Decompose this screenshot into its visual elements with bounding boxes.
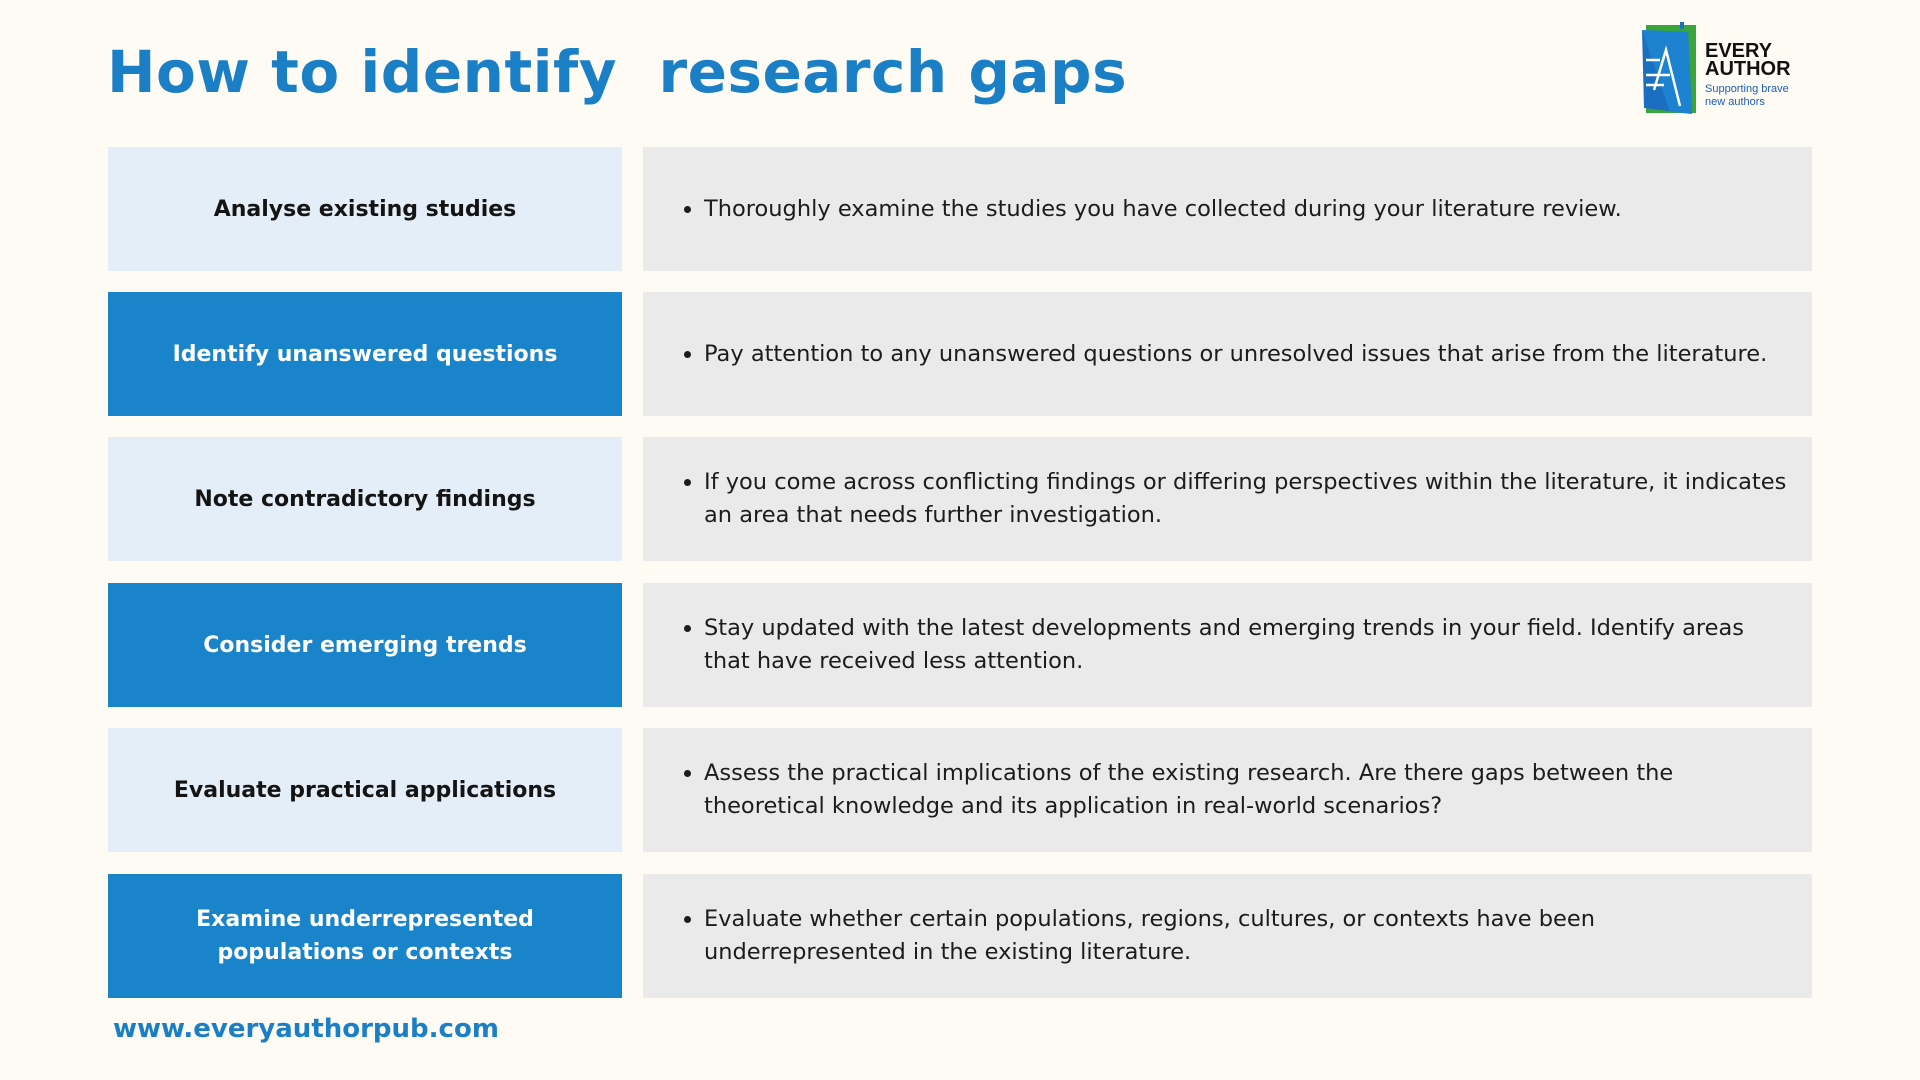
logo-line1: EVERY	[1705, 40, 1773, 62]
row-description	[643, 583, 1812, 707]
bullet-text: • If you come across conflicting findings or differing perspectives within the literature, it indicates an area that needs further investigation.	[704, 466, 1788, 532]
table-row	[108, 583, 1812, 707]
row-description	[643, 147, 1812, 271]
logo-tagline2: new authors	[1705, 96, 1765, 108]
row-description	[643, 728, 1812, 852]
bullet-text: • Thoroughly examine the studies you have collected during your literature review.	[704, 193, 1622, 226]
bullet-text: • Pay attention to any unanswered questions or unresolved issues that arise from the literature.	[704, 338, 1767, 371]
row-label: Analyse existing studies	[108, 147, 622, 271]
table-row	[108, 728, 1812, 852]
page-title: How to identify research gaps	[107, 38, 1128, 106]
book-logo-icon	[1640, 20, 1700, 120]
every-author-logo	[1640, 20, 1820, 120]
row-description	[643, 292, 1812, 416]
row-label: Consider emerging trends	[108, 583, 622, 707]
row-description	[643, 437, 1812, 561]
row-label: Identify unanswered questions	[108, 292, 622, 416]
bullet-text: • Stay updated with the latest developments and emerging trends in your field. Identify areas that have received less attention.	[704, 612, 1788, 678]
bullet-text: • Assess the practical implications of the existing research. Are there gaps between the theoretical knowledge and its application in real-world scenarios?	[704, 757, 1788, 823]
table-row	[108, 437, 1812, 561]
row-label: Evaluate practical applications	[108, 728, 622, 852]
table-row	[108, 874, 1812, 998]
table-row	[108, 292, 1812, 416]
row-description	[643, 874, 1812, 998]
website-link[interactable]: www.everyauthorpub.com	[113, 1014, 499, 1044]
table-row	[108, 147, 1812, 271]
bullet-text: • Evaluate whether certain populations, regions, cultures, or contexts have been underrepresented in the existing literature.	[704, 903, 1788, 969]
row-label: Note contradictory findings	[108, 437, 622, 561]
logo-line2: AUTHOR	[1705, 58, 1791, 80]
logo-tagline1: Supporting brave	[1705, 83, 1789, 95]
row-label: Examine underrepresented populations or contexts	[108, 874, 622, 998]
